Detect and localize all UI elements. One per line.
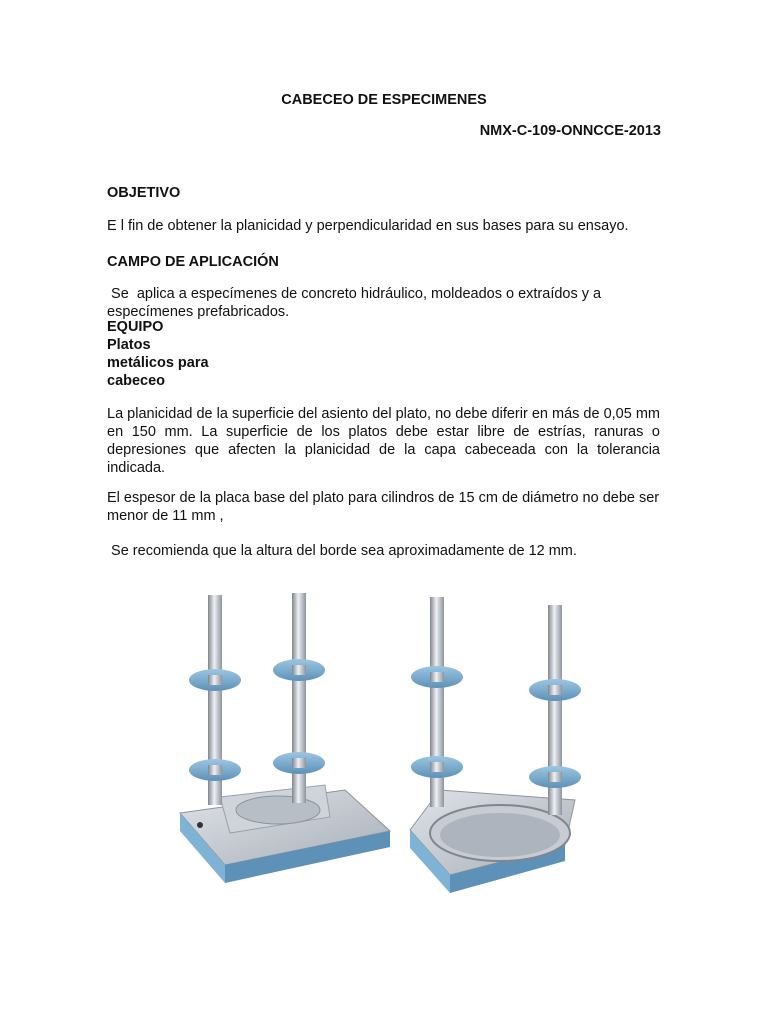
paragraph-altura: Se recomienda que la altura del borde sea aproximadamente de 12 mm. bbox=[107, 543, 577, 559]
campo-heading: CAMPO DE APLICACIÓN bbox=[107, 254, 279, 270]
equipo-line: cabeceo bbox=[107, 373, 166, 389]
right-rods bbox=[411, 597, 581, 815]
objetivo-heading: OBJETIVO bbox=[107, 185, 181, 201]
equipo-line: Platos bbox=[107, 337, 151, 353]
norm-code: NMX-C-109-ONNCCE-2013 bbox=[479, 123, 661, 139]
document-title: CABECEO DE ESPECIMENES bbox=[281, 92, 487, 108]
campo-text: Se aplica a especímenes de concreto hidráulico, moldeados o extraídos y a especímenes prefabricados. bbox=[107, 286, 606, 320]
equipo-line: metálicos para bbox=[107, 355, 209, 371]
paragraph-espesor: El espesor de la placa base del plato para cilindros de 15 cm de diámetro no debe ser menor de 11 mm , bbox=[107, 490, 660, 524]
paragraph-planicidad: La planicidad de la superficie del asiento del plato, no debe diferir en más de 0,05 mm en 150 mm. La superficie de los platos debe estar libre de estrías, ranuras o depresiones que afecten la planicidad de la capa cabeceada con la tolerancia indicada. bbox=[107, 406, 660, 476]
left-rods bbox=[189, 593, 325, 805]
equipo-block bbox=[107, 318, 209, 390]
capping-plates-image bbox=[170, 585, 600, 900]
objetivo-text: E l fin de obtener la planicidad y perpendicularidad en sus bases para su ensayo. bbox=[107, 218, 629, 234]
equipo-heading: EQUIPO bbox=[107, 319, 164, 335]
